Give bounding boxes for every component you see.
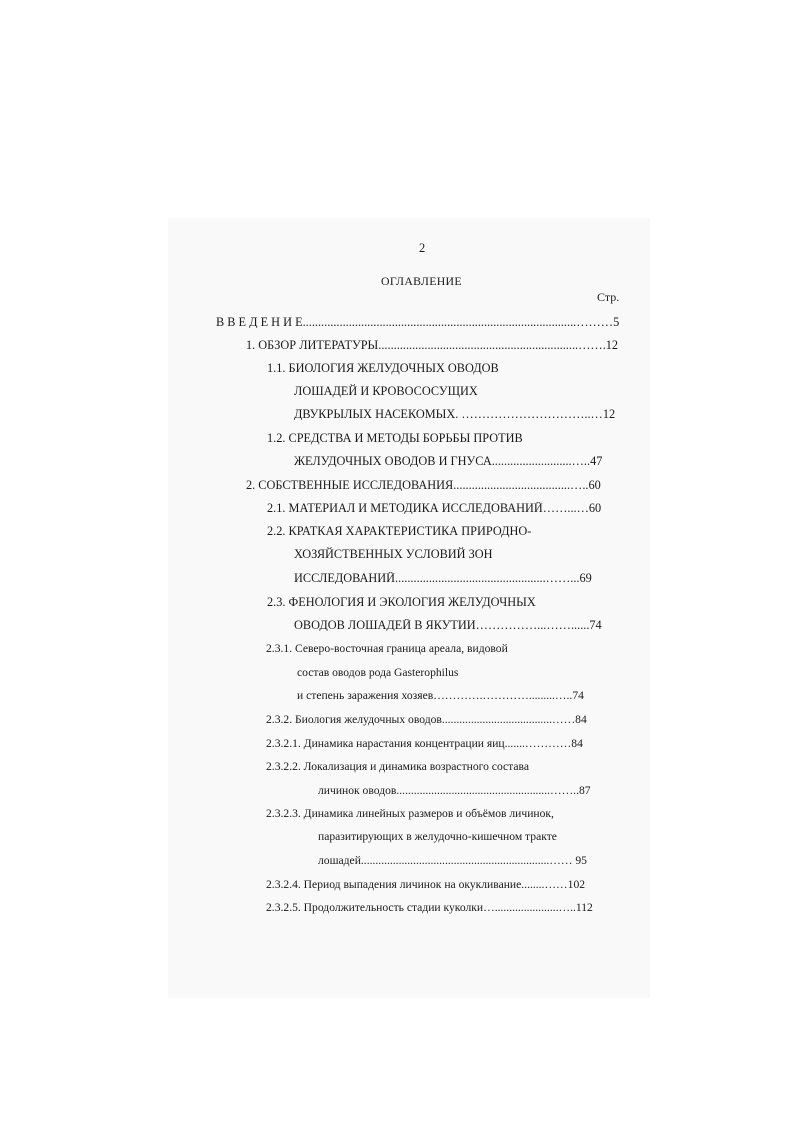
toc-entry-2-3-1-line1: 2.3.1. Северо-восточная граница ареала, видовой [266,642,508,655]
toc-entry-2-3-1-line3: и степень заражения хозяев………….………….........…..74 [297,690,584,702]
toc-entry-2-3-2-5: 2.3.2.5. Продолжительность стадии куколки…......................…..112 [266,902,593,914]
toc-title: ОГЛАВЛЕНИЕ [381,274,462,288]
toc-entry-2-3-1-line2: состав оводов рода Gasterophilus [297,666,459,679]
toc-entry-1-1-line3: ДВУКРЫЛЫХ НАСЕКОМЫХ. …………………………..…12 [294,408,616,421]
toc-entry-2-3-2-4: 2.3.2.4. Период выпадения личинок на окукливание........……102 [266,879,586,891]
toc-entry-2-3-2-3-line2: паразитирующих в желудочно-кишечном тракте [318,830,557,843]
toc-entry-1-2-line1: 1.2. СРЕДСТВА И МЕТОДЫ БОРЬБЫ ПРОТИВ [267,431,523,445]
toc-entry-2-1: 2.1. МАТЕРИАЛ И МЕТОДИКА ИССЛЕДОВАНИЙ……...…60 [267,502,602,515]
toc-entry-1: 1. ОБЗОР ЛИТЕРАТУРЫ.................................................................…….12 [246,339,619,352]
toc-entry-2-2-line1: 2.2. КРАТКАЯ ХАРАКТЕРИСТИКА ПРИРОДНО- [267,524,532,538]
page-number: 2 [419,241,426,255]
toc-entry-1-1-line2: ЛОШАДЕЙ И КРОВОСОСУЩИХ [294,384,478,398]
toc-entry-2-2-line3: ИССЛЕДОВАНИЙ.................................................……...69 [294,572,592,585]
toc-entry-1-1-line1: 1.1. БИОЛОГИЯ ЖЕЛУДОЧНЫХ ОВОДОВ [267,361,499,375]
toc-entry-2-3-2-1: 2.3.2.1. Динамика нарастания концентрации яиц.......…………84 [266,738,583,750]
toc-entry-1-2-line2: ЖЕЛУДОЧНЫХ ОВОДОВ И ГНУСА..........................…..47 [294,455,603,468]
toc-entry-introduction: В В Е Д Е Н И Е.........................................................................................………5 [216,316,620,329]
toc-entry-2-3-line2: ОВОДОВ ЛОШАДЕЙ В ЯКУТИИ……………...……......74 [294,619,602,632]
toc-entry-2-2-line2: ХОЗЯЙСТВЕННЫХ УСЛОВИЙ ЗОН [294,547,493,561]
page-column-label: Стр. [597,290,620,304]
toc-entry-2-3-2-2-line1: 2.3.2.2. Локализация и динамика возрастного состава [266,760,529,773]
toc-entry-2-3-2-3-line3: лошадей.................................................................…… 95 [318,855,587,867]
toc-entry-2-3-2-2-line2: личинок оводов.....................................................……..87 [318,785,591,797]
toc-entry-2: 2. СОБСТВЕННЫЕ ИССЛЕДОВАНИЯ......................................…..60 [246,479,601,492]
toc-entry-2-3-2: 2.3.2. Биология желудочных оводов......................................……84 [266,714,587,726]
toc-entry-2-3-2-3-line1: 2.3.2.3. Динамика линейных размеров и объёмов личинок, [266,807,554,820]
toc-entry-2-3-line1: 2.3. ФЕНОЛОГИЯ И ЭКОЛОГИЯ ЖЕЛУДОЧНЫХ [267,595,536,609]
